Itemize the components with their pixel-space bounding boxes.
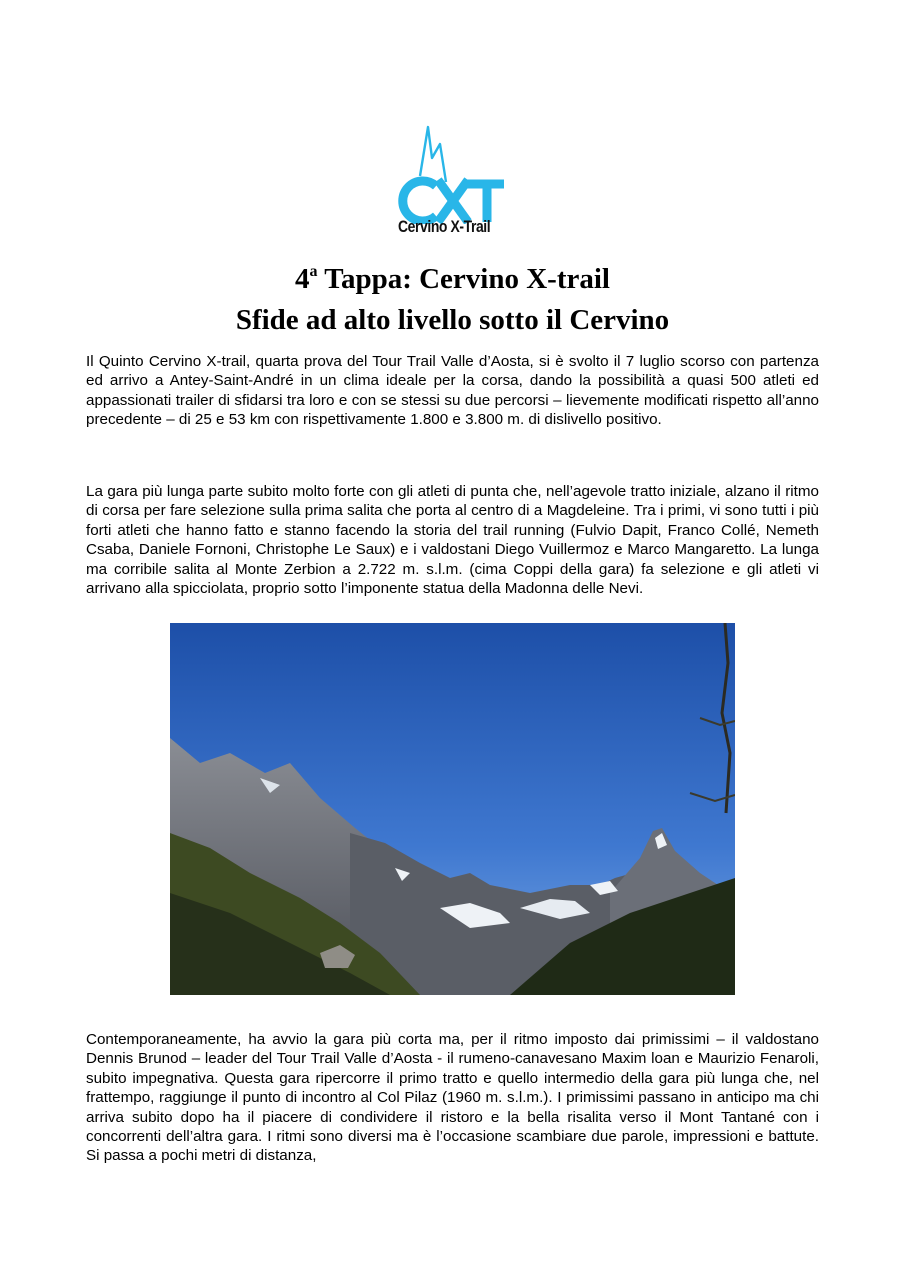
page-subtitle: Sfide ad alto livello sotto il Cervino	[235, 304, 670, 336]
page-title	[0, 260, 905, 298]
matterhorn-landscape-image	[170, 623, 735, 995]
title-line1-text: Tappa: Cervino X-trail	[317, 263, 610, 295]
title-number: 4	[295, 263, 310, 295]
cervino-xtrail-logo	[392, 124, 522, 244]
logo-mark-icon	[392, 124, 522, 224]
logo-text: Cervino X-Trail	[398, 217, 491, 236]
mountain-photo	[170, 623, 735, 995]
title-superscript: a	[309, 263, 318, 280]
paragraph-long-race: La gara più lunga parte subito molto forte con gli atleti di punta che, nell’agevole tratto iniziale, alzano il ritmo di corsa per fare selezione sulla prima salita che porta al centro di a Magdeleine. Tra i primi, vi sono tutti i più forti atleti che hanno fatto e stanno facendo la storia del trail running (Fulvio Dapit, Franco Collé, Nemeth Csaba, Daniele Fornoni, Christophe Le Saux) e i valdostani Diego Vuillermoz e Marco Mangaretto. La lunga ma corribile salita al Monte Zerbion a 2.722 m. s.l.m. (cima Coppi della gara) fa selezione e gli atleti vi arrivano alla spicciolata, proprio sotto l’imponente statua della Madonna delle Nevi.	[86, 483, 819, 598]
paragraph-intro: Il Quinto Cervino X-trail, quarta prova del Tour Trail Valle d’Aosta, si è svolto il 7 luglio scorso con partenza ed arrivo a Antey-Saint-André in un clima ideale per la corsa, dando la possibilità a quasi 500 atleti ed appassionati trailer di sfidarsi tra loro e con se stessi su due percorsi – lievemente modificati rispetto all’anno precedente – di 25 e 53 km con rispettivamente 1.800 e 3.800 m. di dislivello positivo.	[86, 353, 819, 429]
paragraph-short-race: Contemporaneamente, ha avvio la gara più corta ma, per il ritmo imposto dai primissimi – il valdostano Dennis Brunod – leader del Tour Trail Valle d’Aosta - il rumeno-canavesano Maxim loan e Maurizio Fenaroli, subito impegnativa. Questa gara ripercorre il primo tratto e quello intermedio della gara più lunga che, nel frattempo, raggiunge il punto di incontro al Col Pilaz (1960 m. s.l.m.). I primissimi passano in anticipo ma chi arriva subito dopo ha il piacere di condividere il ristoro e la bella risalita verso il Mont Tantané con i concorrenti dell’altra gara. I ritmi sono diversi ma è l’occasione scambiare due parole, impressioni e battute. Si passa a pochi metri di distanza,	[86, 1031, 819, 1165]
